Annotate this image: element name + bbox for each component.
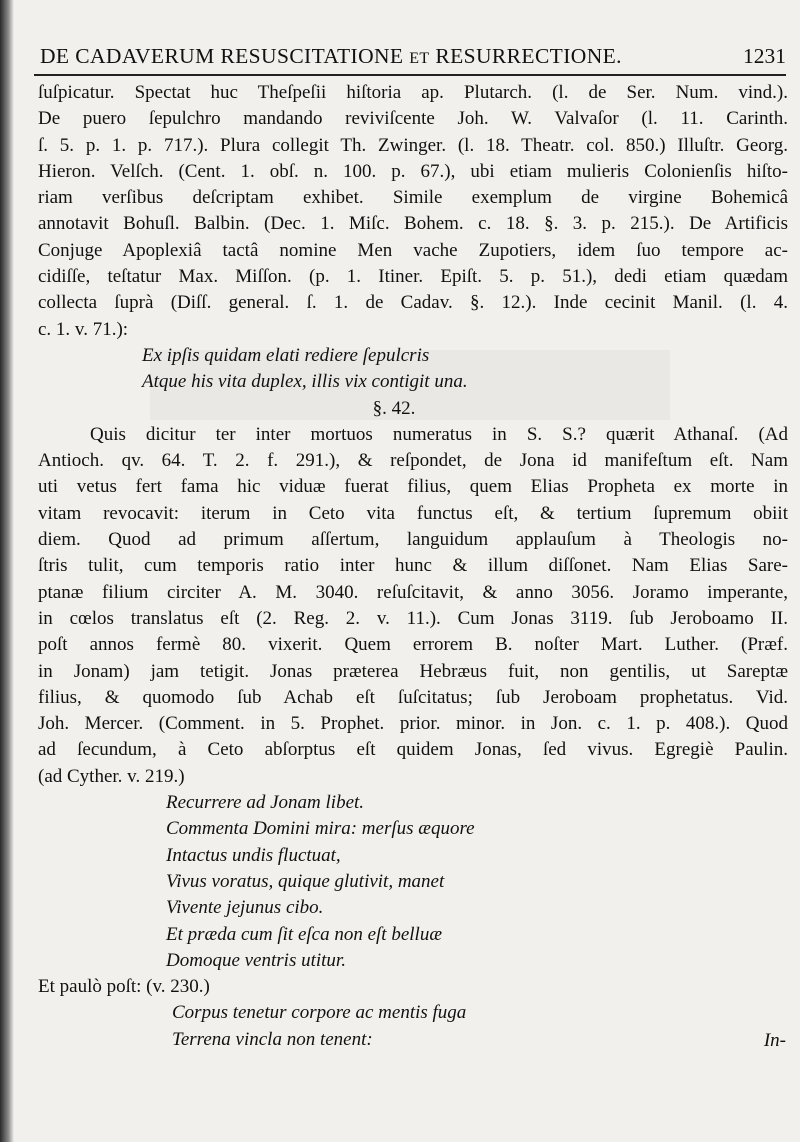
- text-line: Quis dicitur ter inter mortuos numeratus in S. S.? quærit Athanaſ. (Ad: [90, 423, 788, 445]
- text-line: diem. Quod ad primum aſſertum, languidum applauſum à Theologis no-: [38, 529, 788, 551]
- text-line: uti vetus fert fama hic viduæ fuerat filius, quem Elias Propheta ex morte in: [38, 476, 788, 498]
- text-line: annotavit Bohuſl. Balbin. (Dec. 1. Miſc. Bohem. c. 18. §. 3. p. 215.). De Artificis: [38, 213, 788, 235]
- text-line: Et paulò poſt: (v. 230.): [38, 976, 210, 998]
- verse-line: Commenta Domini mira: merſus æquore: [166, 818, 475, 840]
- verse-line: Corpus tenetur corpore ac mentis fuga: [172, 1002, 467, 1024]
- verse-line: Ex ipſis quidam elati rediere ſepulcris: [142, 344, 430, 366]
- text-line: Conjuge Apoplexiâ tactâ nomine Men vache Zupotiers, idem ſuo tempore ac-: [38, 239, 788, 261]
- running-head-part-1: DE CADAVERUM RESUSCITATIONE: [40, 44, 404, 68]
- text-line: filius, & quomodo ſub Achab eſt ſuſcitatus; ſub Jeroboam prophetatus. Vid.: [38, 686, 788, 708]
- text-line: ſtris tulit, cum temporis ratio inter hunc & illum diſſonet. Nam Elias Sare-: [38, 555, 788, 577]
- running-head-part-2: RESURRECTIONE.: [435, 44, 622, 68]
- catchword: In-: [763, 1030, 786, 1051]
- verse-line: Vivente jejunus cibo.: [166, 897, 324, 919]
- page-number: 1231: [743, 44, 786, 68]
- verse-line: Intactus undis fluctuat,: [166, 844, 341, 866]
- text-line: ſ. 5. p. 1. p. 717.). Plura collegit Th. Zwinger. (l. 18. Theatr. col. 850.) Illuſtr. Georg.: [38, 134, 788, 156]
- header-rule: [34, 74, 786, 76]
- text-line: ad ſecundum, à Ceto abſorptus eſt quidem Jonas, ſed vivus. Egregiè Paulin.: [38, 739, 788, 761]
- text-line: Hieron. Velſch. (Cent. 1. obſ. n. 100. p. 67.), ubi etiam mulieris Colonienſis hiſto-: [38, 160, 788, 182]
- section-heading: §. 42.: [372, 397, 416, 419]
- text-line: Joh. Mercer. (Comment. in 5. Prophet. prior. minor. in Jon. c. 1. p. 408.). Quod: [38, 713, 788, 735]
- running-head: [40, 44, 785, 69]
- text-line: De puero ſepulchro mandando reviviſcente Joh. W. Valvaſor (l. 11. Carinth.: [38, 108, 788, 130]
- page-body: [38, 80, 788, 1053]
- verse-line: Recurrere ad Jonam libet.: [166, 792, 365, 814]
- text-line: in Jonam) jam tetigit. Jonas præterea Hebræus fuit, non gentilis, ut Sareptæ: [38, 660, 788, 682]
- text-line: (ad Cyther. v. 219.): [38, 765, 185, 787]
- verse-line: Atque his vita duplex, illis vix contigit una.: [142, 371, 468, 393]
- text-line: c. 1. v. 71.):: [38, 318, 129, 340]
- verse-line: Terrena vincla non tenent:: [172, 1028, 373, 1050]
- text-line: cidiſſe, teſtatur Max. Miſſon. (p. 1. Itiner. Epiſt. 5. p. 51.), dedi etiam quædam: [38, 266, 788, 288]
- page-gutter-shadow: [0, 0, 14, 1142]
- text-line: ptanæ filium circiter A. M. 3040. reſuſcitavit, & anno 3056. Joramo imperante,: [38, 581, 788, 603]
- verse-line: Et præda cum ſit eſca non eſt belluæ: [166, 923, 442, 945]
- text-line: riam verſibus deſcriptam exhibet. Simile exemplum de virgine Bohemicâ: [38, 187, 788, 209]
- verse-line: Domoque ventris utitur.: [166, 949, 346, 971]
- text-line: in cœlos translatus eſt (2. Reg. 2. v. 11.). Cum Jonas 3119. ſub Jeroboamo II.: [38, 607, 788, 629]
- text-line: vitam revocavit: iterum in Ceto vita functus eſt, & tertium ſupremum obiit: [38, 502, 788, 524]
- text-line: ſuſpicatur. Spectat huc Theſpeſii hiſtoria ap. Plutarch. (l. de Ser. Num. vind.).: [38, 82, 788, 103]
- running-head-et: ET: [409, 50, 430, 67]
- text-line: collecta ſuprà (Diſſ. general. ſ. 1. de Cadav. §. 12.). Inde cecinit Manil. (l. 4.: [38, 292, 788, 314]
- text-line: Antioch. qv. 64. T. 2. f. 291.), & reſpondet, de Jona id manifeſtum eſt. Nam: [38, 450, 788, 472]
- text-line: poſt annos fermè 80. vixerit. Quem errorem B. noſter Mart. Luther. (Præf.: [38, 634, 788, 656]
- verse-line: Vivus voratus, quique glutivit, manet: [166, 870, 445, 892]
